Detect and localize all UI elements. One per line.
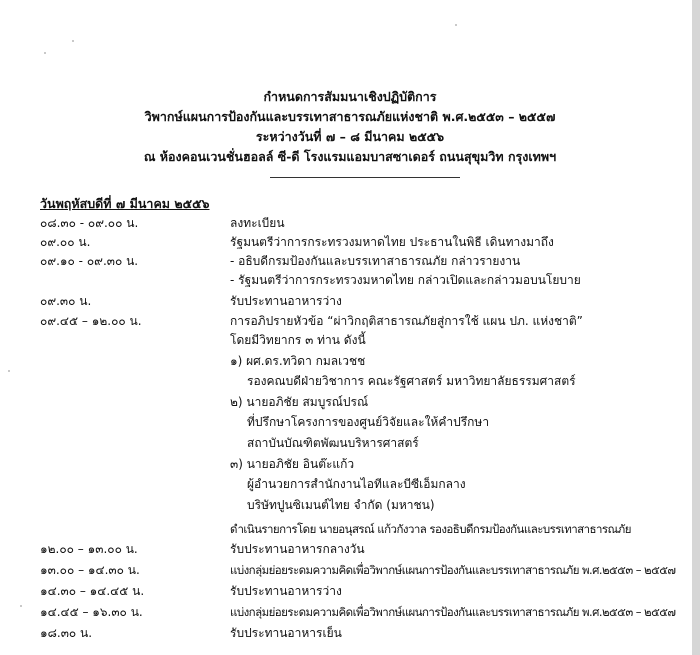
time-slot: ๐๘.๓๐ - ๐๙.๐๐ น. — [40, 216, 139, 230]
time-slot: ๐๙.๔๕ – ๑๒.๐๐ น. — [40, 314, 142, 328]
schedule-row — [0, 455, 690, 474]
time-slot: ๑๓.๐๐ – ๑๔.๓๐ น. — [40, 563, 140, 577]
schedule-row — [0, 520, 690, 539]
title-line-1: กำหนดการสัมมนาเชิงปฏิบัติการ — [263, 89, 437, 104]
venue: ณ ห้องคอนเวนชั่นฮอลล์ ซี-ดี โรงแรมแอมบาสซาเดอร์ ถนนสุขุมวิท กรุงเทพฯ — [143, 149, 557, 164]
time-slot: ๑๔.๓๐ – ๑๔.๔๕ น. — [40, 584, 145, 598]
event-text: - อธิบดีกรมป้องกันและบรรเทาสาธารณภัย กล่าวรายงาน — [230, 254, 521, 268]
schedule-row — [0, 312, 690, 331]
schedule-row — [0, 496, 690, 515]
event-text: ๓) นายอภิชัย อินต๊ะแก้ว — [230, 457, 355, 471]
schedule-row — [0, 292, 690, 311]
event-text: แบ่งกลุ่มย่อยระดมความคิดเพื่อวิพากษ์แผนการป้องกันและบรรเทาสาธารณภัย พ.ศ.๒๕๕๓ – ๒๕๕๗ — [230, 605, 676, 619]
event-text: บริษัทปูนซิเมนต์ไทย จำกัด (มหาชน) — [247, 498, 435, 512]
event-text: รัฐมนตรีว่าการกระทรวงมหาดไทย ประธานในพิธี เดินทางมาถึง — [230, 235, 554, 249]
header-divider — [270, 177, 460, 178]
time-slot: ๑๔.๔๕ – ๑๖.๓๐ น. — [40, 605, 143, 619]
schedule-row — [0, 413, 690, 432]
event-text: ๒) นายอภิชัย สมบูรณ์ปรณ์ — [230, 395, 369, 409]
event-text: สถาบันบัณฑิตพัฒนบริหารศาสตร์ — [247, 436, 419, 450]
event-text: ผู้อำนวยการสำนักงานไอทีและบีซีเอ็มกลาง — [247, 477, 466, 491]
event-text: รับประทานอาหารเย็น — [230, 626, 342, 640]
day-heading: วันพฤหัสบดีที่ ๗ มีนาคม ๒๕๕๖ — [40, 196, 210, 211]
schedule-row — [0, 561, 690, 580]
time-slot: ๐๙.๐๐ น. — [40, 235, 91, 249]
time-slot: ๐๙.๓๐ น. — [40, 294, 92, 308]
schedule-row — [0, 372, 690, 391]
event-text: ลงทะเบียน — [230, 216, 285, 230]
event-text: การอภิปรายหัวข้อ “ผ่าวิกฤติสาธารณภัยสู่การใช้ แผน ปภ. แห่งชาติ” — [230, 314, 583, 328]
event-text: โดยมีวิทยากร ๓ ท่าน ดังนี้ — [230, 333, 366, 347]
schedule-row — [0, 233, 690, 252]
date-range: ระหว่างวันที่ ๗ – ๘ มีนาคม ๒๕๕๖ — [255, 129, 445, 144]
time-slot: ๑๒.๐๐ – ๑๓.๐๐ น. — [40, 542, 138, 556]
event-text: - รัฐมนตรีว่าการกระทรวงมหาดไทย กล่าวเปิดและกล่าวมอบนโยบาย — [230, 273, 581, 287]
event-text: รองคณบดีฝ่ายวิชาการ คณะรัฐศาสตร์ มหาวิทยาลัยธรรมศาสตร์ — [247, 374, 576, 388]
schedule-row — [0, 582, 690, 601]
event-text: รับประทานอาหารว่าง — [230, 584, 342, 598]
scan-speck — [44, 52, 46, 54]
event-text: รับประทานอาหารว่าง — [230, 294, 342, 308]
event-text: ดำเนินรายการโดย นายอนุสรณ์ แก้วกังวาล รองอธิบดีกรมป้องกันและบรรเทาสาธารณภัย — [230, 522, 631, 536]
title-line-2: วิพากษ์แผนการป้องกันและบรรเทาสาธารณภัยแห่งชาติ พ.ศ.๒๕๕๓ – ๒๕๕๗ — [144, 109, 556, 124]
scan-speck — [72, 40, 74, 42]
schedule-row — [0, 352, 690, 371]
time-slot: ๑๘.๓๐ น. — [40, 626, 93, 640]
schedule-row — [0, 271, 690, 290]
event-text: ที่ปรึกษาโครงการของศูนย์วิจัยและให้คำปรึกษา — [247, 415, 490, 429]
schedule-row — [0, 540, 690, 559]
schedule-row — [0, 393, 690, 412]
event-text: รับประทานอาหารกลางวัน — [230, 542, 365, 556]
schedule-row — [0, 331, 690, 350]
schedule-row — [0, 603, 690, 622]
time-slot: ๐๙.๑๐ - ๐๙.๓๐ น. — [40, 254, 139, 268]
event-text: แบ่งกลุ่มย่อยระดมความคิดเพื่อวิพากษ์แผนการป้องกันและบรรเทาสาธารณภัย พ.ศ.๒๕๕๓ – ๒๕๕๗ — [230, 563, 676, 577]
schedule-row — [0, 434, 690, 453]
event-text: ๑) ผศ.ดร.ทวิดา กมลเวชช — [230, 354, 366, 368]
schedule-row — [0, 475, 690, 494]
scan-speck — [455, 24, 457, 26]
schedule-row — [0, 624, 690, 643]
schedule-row — [0, 252, 690, 271]
schedule-row — [0, 214, 690, 233]
